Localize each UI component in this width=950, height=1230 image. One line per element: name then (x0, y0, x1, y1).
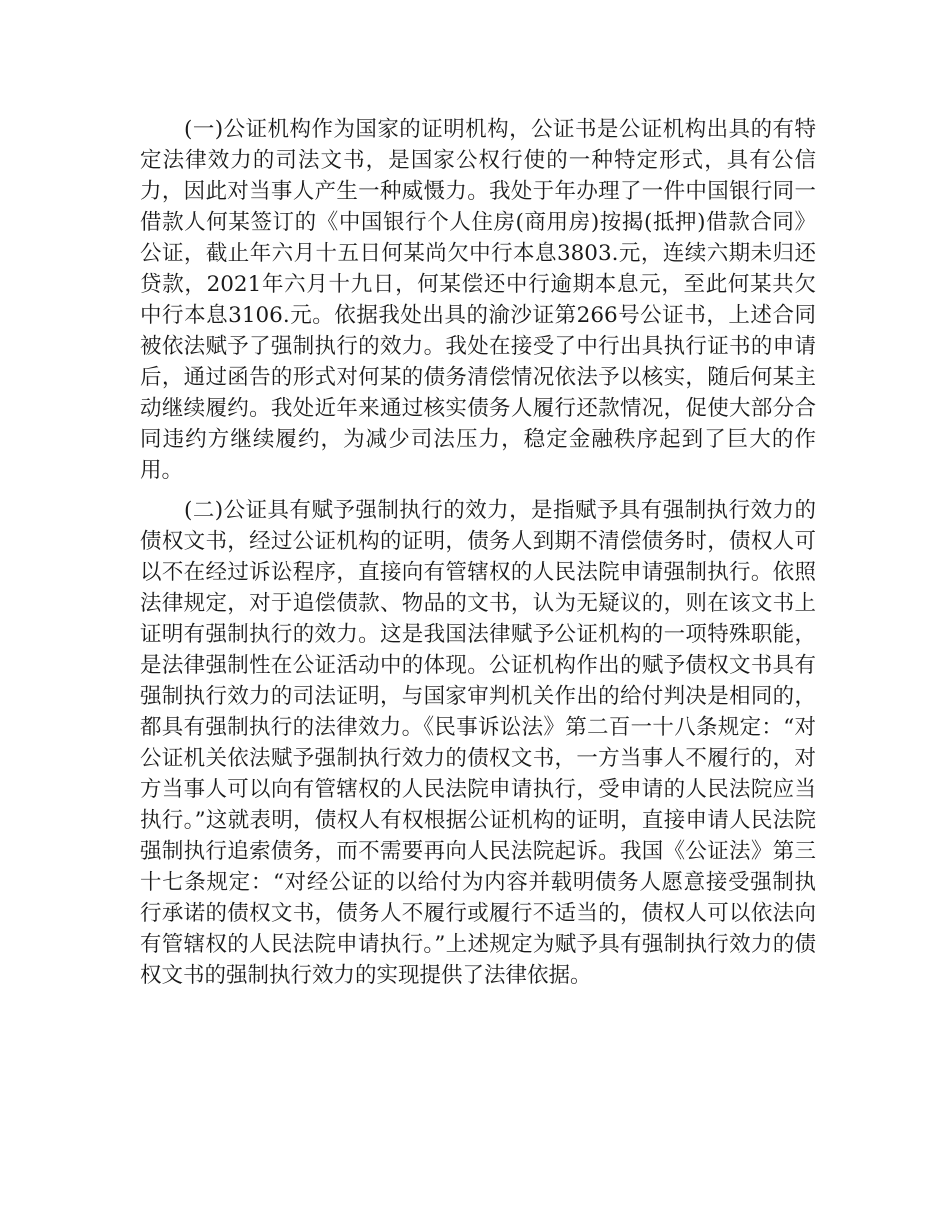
paragraph-notary-deterrence: (一)公证机构作为国家的证明机构，公证书是公证机构出具的有特定法律效力的司法文书，是国家公权行使的一种特定形式，具有公信力，因此对当事人产生一种威慑力。我处于年办理了一件中国银行同一借款人何某签订的《中国银行个人住房(商用房)按揭(抵押)借款合同》公证，截止年六月十五日何某尚欠中行本息3803.元，连续六期未归还贷款，2021年六月十九日，何某偿还中行逾期本息元，至此何某共欠中行本息3106.元。依据我处出具的渝沙证第266号公证书，上述合同被依法赋予了强制执行的效力。我处在接受了中行出具执行证书的申请后，通过函告的形式对何某的债务清偿情况依法予以核实，随后何某主动继续履约。我处近年来通过核实债务人履行还款情况，促使大部分合同违约方继续履约，为减少司法压力，稳定金融秩序起到了巨大的作用。 (140, 117, 816, 483)
paragraph-enforcement-effect: (二)公证具有赋予强制执行的效力，是指赋予具有强制执行效力的债权文书，经过公证机构的证明，债务人到期不清偿债务时，债权人可以不在经过诉讼程序，直接向有管辖权的人民法院申请强制执行。依照法律规定，对于追偿债款、物品的文书，认为无疑议的，则在该文书上证明有强制执行的效力。这是我国法律赋予公证机构的一项特殊职能，是法律强制性在公证活动中的体现。公证机构作出的赋予债权文书具有强制执行效力的司法证明，与国家审判机关作出的给付判决是相同的，都具有强制执行的法律效力。《民事诉讼法》第二百一十八条规定：“对公证机关依法赋予强制执行效力的债权文书，一方当事人不履行的，对方当事人可以向有管辖权的人民法院申请执行，受申请的人民法院应当执行。”这就表明，债权人有权根据公证机构的证明，直接申请人民法院强制执行追索债务，而不需要再向人民法院起诉。我国《公证法》第三十七条规定：“对经公证的以给付为内容并载明债务人愿意接受强制执行承诺的债权文书，债务人不履行或履行不适当的，债权人可以依法向有管辖权的人民法院申请执行。”上述规定为赋予具有强制执行效力的债权文书的强制执行效力的实现提供了法律依据。 (140, 498, 816, 988)
document-body (140, 114, 816, 991)
